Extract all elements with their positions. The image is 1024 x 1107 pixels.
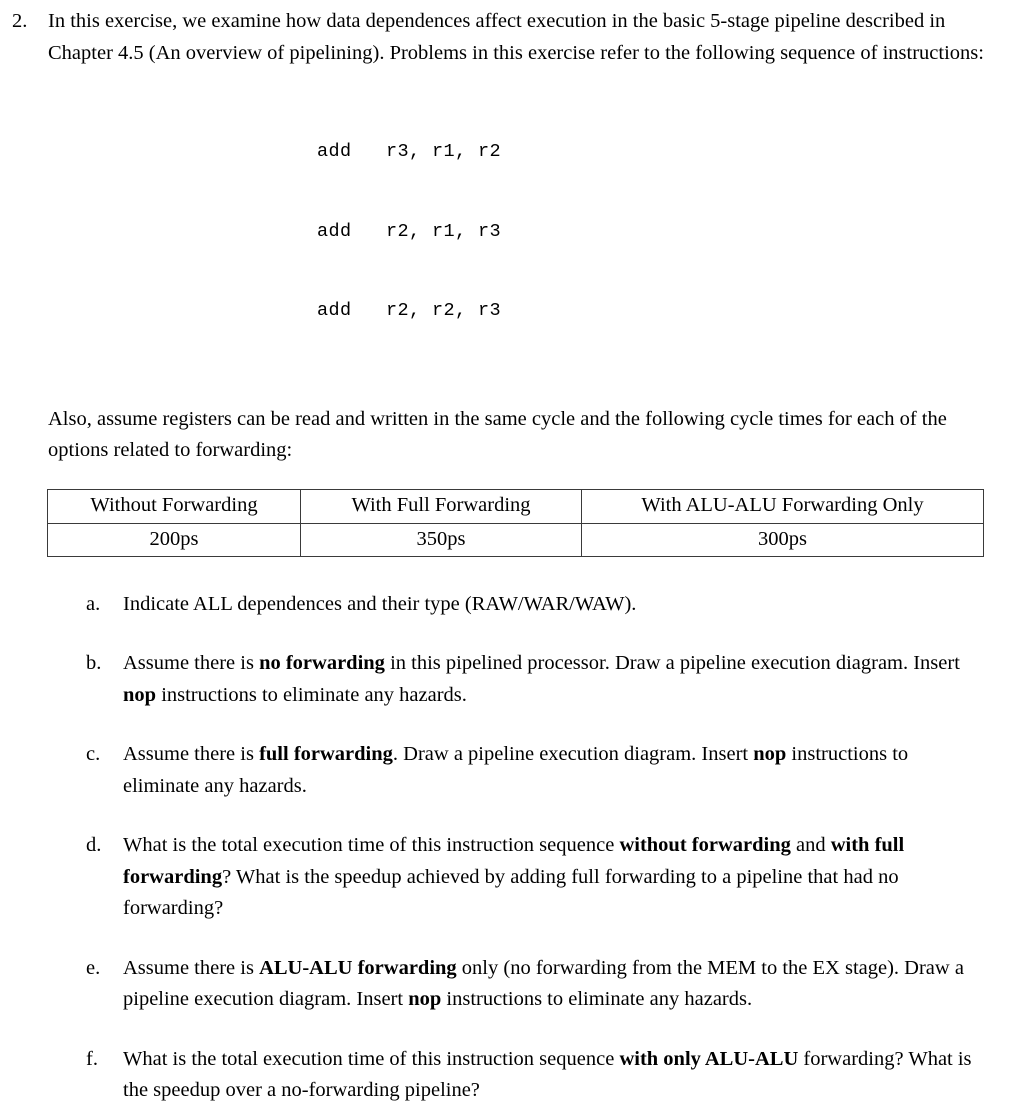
body-text: What is the total execution time of this instruction sequence <box>123 1047 620 1070</box>
table-row <box>48 523 984 556</box>
subquestion-text <box>123 953 984 1016</box>
body-text: instructions to eliminate any hazards. <box>123 743 909 797</box>
body-text: instructions to eliminate any hazards. <box>441 988 753 1010</box>
subquestion-item <box>48 739 984 802</box>
subquestion-item <box>48 589 984 621</box>
body-text: ? What is the speedup achieved by adding full forwarding to a pipeline that had no forwarding? <box>123 865 899 919</box>
emphasis-text: without forwarding <box>619 834 791 856</box>
intro-paragraph: In this exercise, we examine how data dependences affect execution in the basic 5-stage pipeline described in Chapter 4.5 (An overview of pipelining). Problems in this exercise refer to the following sequence of instructions: <box>48 10 984 64</box>
subquestion-item <box>48 648 984 711</box>
subquestion-marker: f. <box>86 1047 98 1070</box>
body-text: Assume there is <box>123 743 260 765</box>
subquestion-text <box>123 589 984 621</box>
problem-body <box>48 6 984 1107</box>
body-text: instructions to eliminate any hazards. <box>156 683 467 706</box>
body-text: only (no forwarding from the MEM to the EX stage). Draw a pipeline execution diagram. Insert <box>123 956 964 1010</box>
assumptions-paragraph: Also, assume registers can be read and written in the same cycle and the following cycle times for each of the options related to forwarding: <box>48 407 947 461</box>
emphasis-text: nop <box>123 683 157 706</box>
body-text: What is the total execution time of this instruction sequence <box>123 834 620 856</box>
column-header-full-forwarding: With Full Forwarding <box>301 489 582 523</box>
instruction-line-3: add r2, r2, r3 <box>317 300 502 321</box>
problem-number: 2. <box>12 10 28 32</box>
subquestion-marker: e. <box>86 956 101 979</box>
emphasis-text: nop <box>753 743 787 765</box>
subquestion-text <box>123 1044 984 1107</box>
subquestion-marker: a. <box>86 592 101 615</box>
cycle-time-table <box>47 489 984 557</box>
subquestion-list <box>48 589 984 1107</box>
subquestion-text <box>123 830 984 925</box>
cycle-time-table-wrapper <box>48 489 984 557</box>
table-header-row <box>48 489 984 523</box>
subquestion-text <box>123 739 984 802</box>
instruction-line-1: add r3, r1, r2 <box>317 141 502 162</box>
subquestion-item <box>48 1044 984 1107</box>
subquestion-marker: c. <box>86 743 101 765</box>
emphasis-text: with full forwarding <box>123 834 905 888</box>
emphasis-text: with only ALU-ALU <box>619 1047 799 1070</box>
emphasis-text: nop <box>408 988 442 1010</box>
body-text: in this pipelined processor. Draw a pipeline execution diagram. Insert <box>384 652 960 674</box>
body-text: and <box>790 834 831 856</box>
body-text: Assume there is <box>123 652 260 674</box>
body-text: forwarding? What is the speedup over a no-forwarding pipeline? <box>123 1047 972 1101</box>
column-header-alu-alu-forwarding: With ALU-ALU Forwarding Only <box>582 489 984 523</box>
body-text: . Draw a pipeline execution diagram. Insert <box>392 743 754 765</box>
subquestion-marker: b. <box>86 652 102 674</box>
subquestion-text <box>123 648 984 711</box>
column-header-without-forwarding: Without Forwarding <box>48 489 301 523</box>
body-text: Assume there is <box>123 956 260 979</box>
subquestion-item <box>48 953 984 1016</box>
emphasis-text: ALU-ALU forwarding <box>259 956 457 979</box>
cell-without-forwarding-time: 200ps <box>48 523 301 556</box>
emphasis-text: full forwarding <box>259 743 393 765</box>
cell-full-forwarding-time: 350ps <box>301 523 582 556</box>
instruction-listing <box>48 86 984 378</box>
body-text: Indicate ALL dependences and their type (RAW/WAR/WAW). <box>123 592 637 615</box>
subquestion-item <box>48 830 984 925</box>
cell-alu-alu-forwarding-time: 300ps <box>582 523 984 556</box>
emphasis-text: no forwarding <box>259 652 385 674</box>
subquestion-marker: d. <box>86 834 102 856</box>
instruction-line-2: add r2, r1, r3 <box>317 220 502 242</box>
problem-intro-row <box>10 6 984 1107</box>
